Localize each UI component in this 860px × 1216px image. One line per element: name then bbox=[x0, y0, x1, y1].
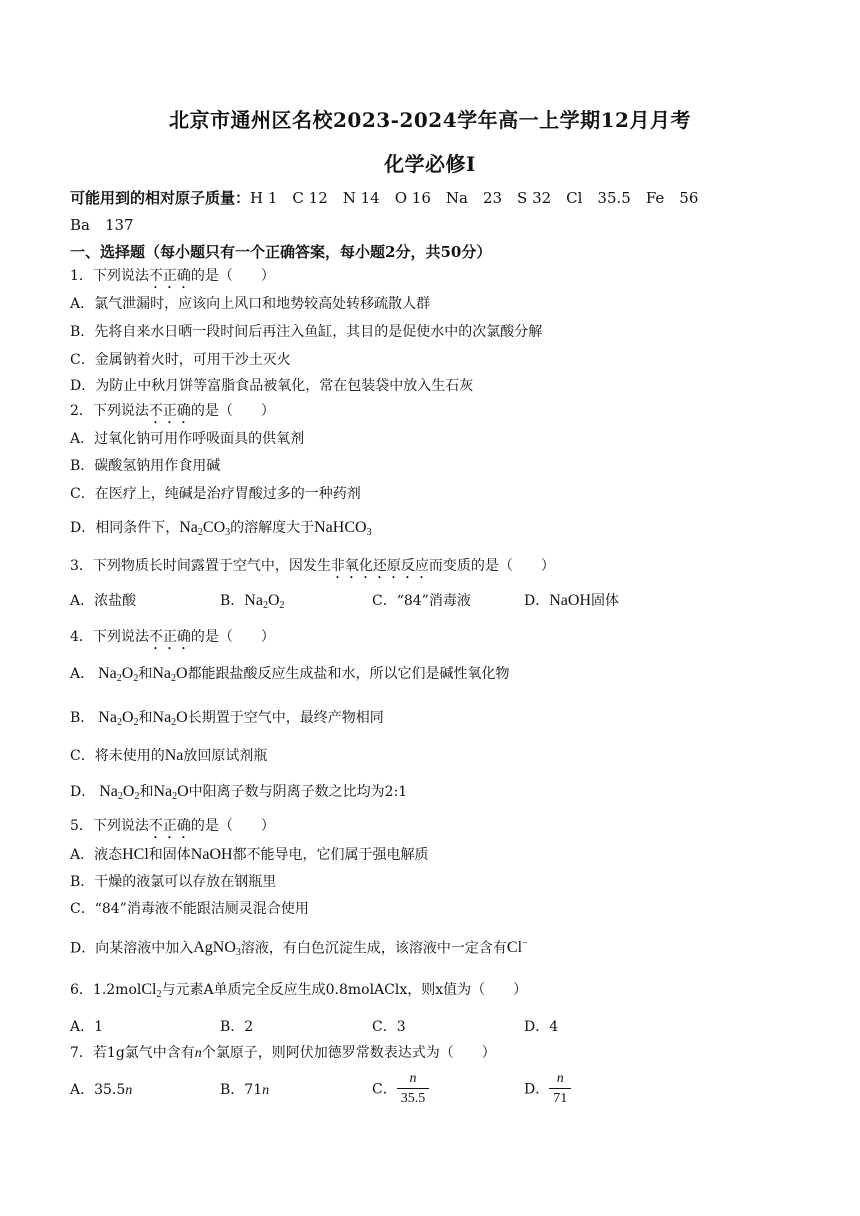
section-heading: 一、选择题（每小题只有一个正确答案，每小题2分，共50分） bbox=[70, 243, 492, 261]
formula: NaOH bbox=[190, 846, 233, 863]
q5-option-b: B．干燥的液氯可以存放在钢瓶里 bbox=[70, 874, 277, 890]
question-1-tail: 的是（ ） bbox=[190, 268, 275, 284]
variable-n: n bbox=[194, 1046, 202, 1061]
page-title: 北京市通州区名校2023-2024学年高一上学期12月月考 bbox=[169, 108, 691, 132]
atomic-mass-values: H 1 C 12 N 14 O 16 Na 23 S 32 Cl 35.5 Fe 56 bbox=[250, 189, 699, 207]
formula: NaOH bbox=[549, 592, 591, 609]
q4-option-b: B． $Na_2O_2$和$Na_2O$长期置于空气中，最终产物相同 bbox=[70, 709, 384, 728]
q3-option-a: A．浓盐酸 bbox=[70, 593, 137, 609]
formula: Cl− bbox=[506, 938, 528, 957]
formula: $Na_2O$ bbox=[152, 709, 188, 728]
option-text: D．相同条件下， bbox=[70, 520, 180, 536]
emphasis-text: 不正确 bbox=[148, 403, 191, 419]
formula: $Na_2O_2$ bbox=[99, 783, 140, 802]
question-4-tail: 的是（ ） bbox=[190, 629, 275, 645]
question-5-tail: 的是（ ） bbox=[190, 818, 275, 834]
question-4-stem: 4．下列说法 bbox=[70, 629, 149, 645]
q7-option-d: D． $\frac{n}{71}$ bbox=[524, 1070, 571, 1109]
q1-option-a: A．氯气泄漏时，应该向上风口和地势较高处转移疏散人群 bbox=[70, 296, 431, 312]
atomic-mass-line bbox=[70, 188, 698, 208]
question-5 bbox=[70, 816, 275, 842]
question-1-stem: 1．下列说法 bbox=[70, 268, 149, 284]
formula: $Na_2O$ bbox=[152, 665, 188, 684]
formula: $Na_2CO_3$ bbox=[179, 519, 231, 538]
q3-option-b: B．$Na_2O_2$ bbox=[220, 592, 285, 611]
formula: AgNO$_3$ bbox=[193, 939, 241, 959]
q1-option-b: B．先将自来水日晒一段时间后再注入鱼缸，其目的是促使水中的次氯酸分解 bbox=[70, 324, 543, 340]
fraction: $\frac{n}{35.5}$ bbox=[397, 1070, 430, 1109]
fraction: $\frac{n}{71}$ bbox=[549, 1070, 571, 1109]
q5-option-c: C．“84”消毒液不能跟洁厕灵混合使用 bbox=[70, 901, 309, 917]
q4-option-d: D． $Na_2O_2$和$Na_2O$中阳离子数与阴离子数之比均为2:1 bbox=[70, 783, 408, 802]
q3-option-c: C．“84”消毒液 bbox=[372, 593, 471, 609]
q2-option-c: C．在医疗上，纯碱是治疗胃酸过多的一种药剂 bbox=[70, 486, 361, 502]
question-4 bbox=[70, 627, 275, 653]
q3-option-d: D．NaOH固体 bbox=[524, 592, 619, 609]
formula: HCl bbox=[122, 846, 149, 863]
q2-option-b: B．碳酸氢钠用作食用碱 bbox=[70, 458, 221, 474]
q1-option-c: C．金属钠着火时，可用干沙土灭火 bbox=[70, 352, 291, 368]
formula: $Na_2O$ bbox=[153, 783, 189, 802]
q2-option-a: A．过氧化钠可用作呼吸面具的供氧剂 bbox=[70, 431, 305, 447]
q6-option-d: D．4 bbox=[524, 1019, 559, 1035]
page-subtitle: 化学必修Ⅰ bbox=[384, 152, 476, 176]
emphasis-text: 不正确 bbox=[148, 818, 191, 834]
formula: $Na_2O_2$ bbox=[98, 709, 139, 728]
q5-option-d: D．向某溶液中加入AgNO$_3$溶液，有白色沉淀生成，该溶液中一定含有Cl− bbox=[70, 938, 528, 959]
question-3 bbox=[70, 556, 555, 582]
atomic-mass-label: 可能用到的相对原子质量： bbox=[70, 189, 251, 207]
question-3-stem: 3．下列物质长时间露置于空气中，因发生 bbox=[70, 558, 331, 574]
question-3-tail: 而变质的是（ ） bbox=[428, 558, 555, 574]
question-1 bbox=[70, 266, 275, 292]
question-6: 6．1.2molCl$_2$与元素A单质完全反应生成0.8molAClx，则x值为（ ） bbox=[70, 981, 528, 1000]
q6-option-b: B．2 bbox=[220, 1019, 254, 1035]
emphasis-text: 非氧化还原反应 bbox=[330, 558, 429, 574]
formula: $Cl_2$ bbox=[141, 981, 162, 1000]
question-5-stem: 5．下列说法 bbox=[70, 818, 149, 834]
atomic-mass-line-2: Ba 137 bbox=[70, 216, 134, 234]
emphasis-text: 不正确 bbox=[148, 268, 191, 284]
q7-option-c: C． $\frac{n}{35.5}$ bbox=[372, 1070, 429, 1109]
question-2 bbox=[70, 401, 275, 427]
question-2-stem: 2．下列说法 bbox=[70, 403, 149, 419]
question-2-tail: 的是（ ） bbox=[190, 403, 275, 419]
option-text: 的溶解度大于 bbox=[230, 520, 315, 536]
q4-option-a: A． $Na_2O_2$和$Na_2O$都能跟盐酸反应生成盐和水，所以它们是碱性氧化物 bbox=[70, 665, 510, 684]
q6-option-c: C．3 bbox=[372, 1019, 406, 1035]
q7-option-b: B．71n bbox=[220, 1082, 270, 1098]
emphasis-text: 不正确 bbox=[148, 629, 191, 645]
q6-option-a: A．1 bbox=[70, 1019, 104, 1035]
q4-option-c: C．将未使用的Na放回原试剂瓶 bbox=[70, 747, 268, 764]
q2-option-d bbox=[70, 518, 372, 543]
q5-option-a: A．液态HCl和固体NaOH都不能导电，它们属于强电解质 bbox=[70, 846, 429, 863]
formula: Na bbox=[164, 747, 184, 764]
formula: $Na_2O_2$ bbox=[98, 665, 139, 684]
formula: $Na_2O_2$ bbox=[244, 592, 285, 611]
question-7: 7．若1g氯气中含有n个氯原子，则阿伏加德罗常数表达式为（ ） bbox=[70, 1045, 496, 1061]
q7-option-a: A．35.5n bbox=[70, 1082, 133, 1098]
q1-option-d: D．为防止中秋月饼等富脂食品被氧化，常在包装袋中放入生石灰 bbox=[70, 378, 474, 394]
formula: NaHCO$_3$ bbox=[314, 519, 372, 538]
